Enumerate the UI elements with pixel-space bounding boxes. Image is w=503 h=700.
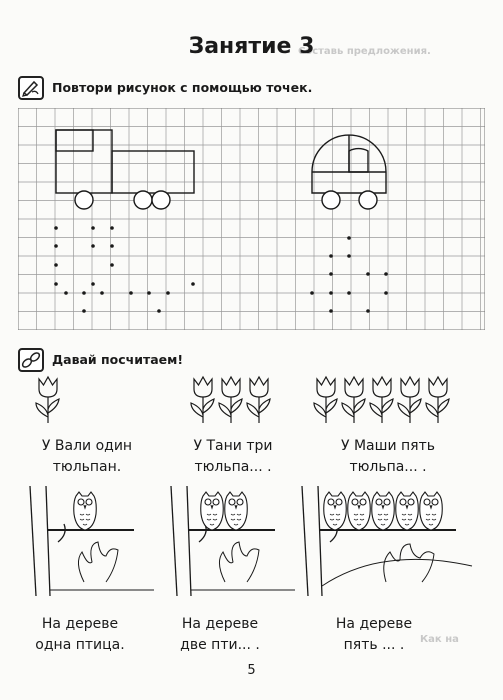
copy-dot bbox=[329, 254, 333, 258]
copy-dot bbox=[100, 291, 104, 295]
truck-drawing bbox=[56, 130, 194, 209]
tulip-caption-3: У Маши пять тюльпа... . bbox=[341, 438, 435, 475]
bird-caption-1: На дереве одна птица. bbox=[35, 616, 125, 653]
owl bbox=[372, 492, 395, 530]
copy-dot bbox=[347, 236, 351, 240]
bird-caption-2: На дереве две пти... . bbox=[180, 616, 260, 653]
copy-dot bbox=[110, 226, 114, 230]
owl bbox=[225, 492, 248, 530]
show-through-text-bottom: Как на bbox=[420, 634, 459, 645]
copy-dot bbox=[91, 226, 95, 230]
owl bbox=[348, 492, 371, 530]
copy-dot bbox=[329, 272, 333, 276]
tulip-group-3 bbox=[188, 375, 274, 425]
copy-dot bbox=[129, 291, 133, 295]
owl bbox=[324, 492, 347, 530]
task2-instruction: Давай посчитаем! bbox=[52, 352, 184, 367]
copy-dot bbox=[310, 291, 314, 295]
copy-dot bbox=[347, 291, 351, 295]
copy-dot bbox=[110, 263, 114, 267]
copy-dot bbox=[166, 291, 170, 295]
copy-dot bbox=[91, 282, 95, 286]
owl bbox=[74, 492, 97, 530]
tree-scene-1 bbox=[24, 486, 154, 596]
tulip bbox=[191, 377, 214, 423]
tree-scene-2 bbox=[165, 486, 295, 596]
owl bbox=[396, 492, 419, 530]
page-number: 5 bbox=[247, 663, 256, 678]
tulip-group-1 bbox=[30, 375, 66, 425]
tulip-caption-2: У Тани три тюльпа... . bbox=[193, 438, 273, 475]
tulip bbox=[314, 377, 337, 423]
copy-dot bbox=[54, 263, 58, 267]
copy-dot bbox=[54, 282, 58, 286]
tulip-caption-1: У Вали один тюльпан. bbox=[41, 438, 133, 475]
tulip bbox=[342, 377, 365, 423]
bird-caption-3: На дереве пять ... . bbox=[335, 616, 413, 653]
page-title: Занятие 3 bbox=[188, 34, 315, 59]
copy-dot bbox=[329, 291, 333, 295]
tulip-group-5 bbox=[312, 375, 452, 425]
copy-dot bbox=[157, 309, 161, 313]
pencil-hand-icon bbox=[18, 76, 44, 100]
copy-dot bbox=[347, 254, 351, 258]
copy-dot bbox=[384, 272, 388, 276]
copy-dot bbox=[329, 309, 333, 313]
owl bbox=[420, 492, 443, 530]
copy-dot bbox=[384, 291, 388, 295]
owl bbox=[201, 492, 224, 530]
show-through-text-top: Составь предложения. bbox=[298, 46, 431, 57]
dot-grid bbox=[18, 108, 485, 330]
chain-links-icon bbox=[18, 348, 44, 372]
copy-dot bbox=[147, 291, 151, 295]
tulip bbox=[36, 377, 59, 423]
tulip bbox=[370, 377, 393, 423]
copy-dot bbox=[82, 309, 86, 313]
copy-dot bbox=[366, 272, 370, 276]
copy-dot bbox=[82, 291, 86, 295]
copy-dot bbox=[191, 282, 195, 286]
copy-dot bbox=[110, 244, 114, 248]
tulip bbox=[247, 377, 270, 423]
copy-dot bbox=[54, 244, 58, 248]
copy-dot bbox=[64, 291, 68, 295]
tree-scene-5 bbox=[296, 486, 476, 596]
car-drawing bbox=[312, 135, 386, 209]
tulip bbox=[219, 377, 242, 423]
tulip bbox=[398, 377, 421, 423]
copy-dot bbox=[54, 226, 58, 230]
tulip bbox=[426, 377, 449, 423]
copy-dot bbox=[91, 244, 95, 248]
copy-dot bbox=[366, 309, 370, 313]
task1-instruction: Повтори рисунок с помощью точек. bbox=[52, 80, 313, 95]
